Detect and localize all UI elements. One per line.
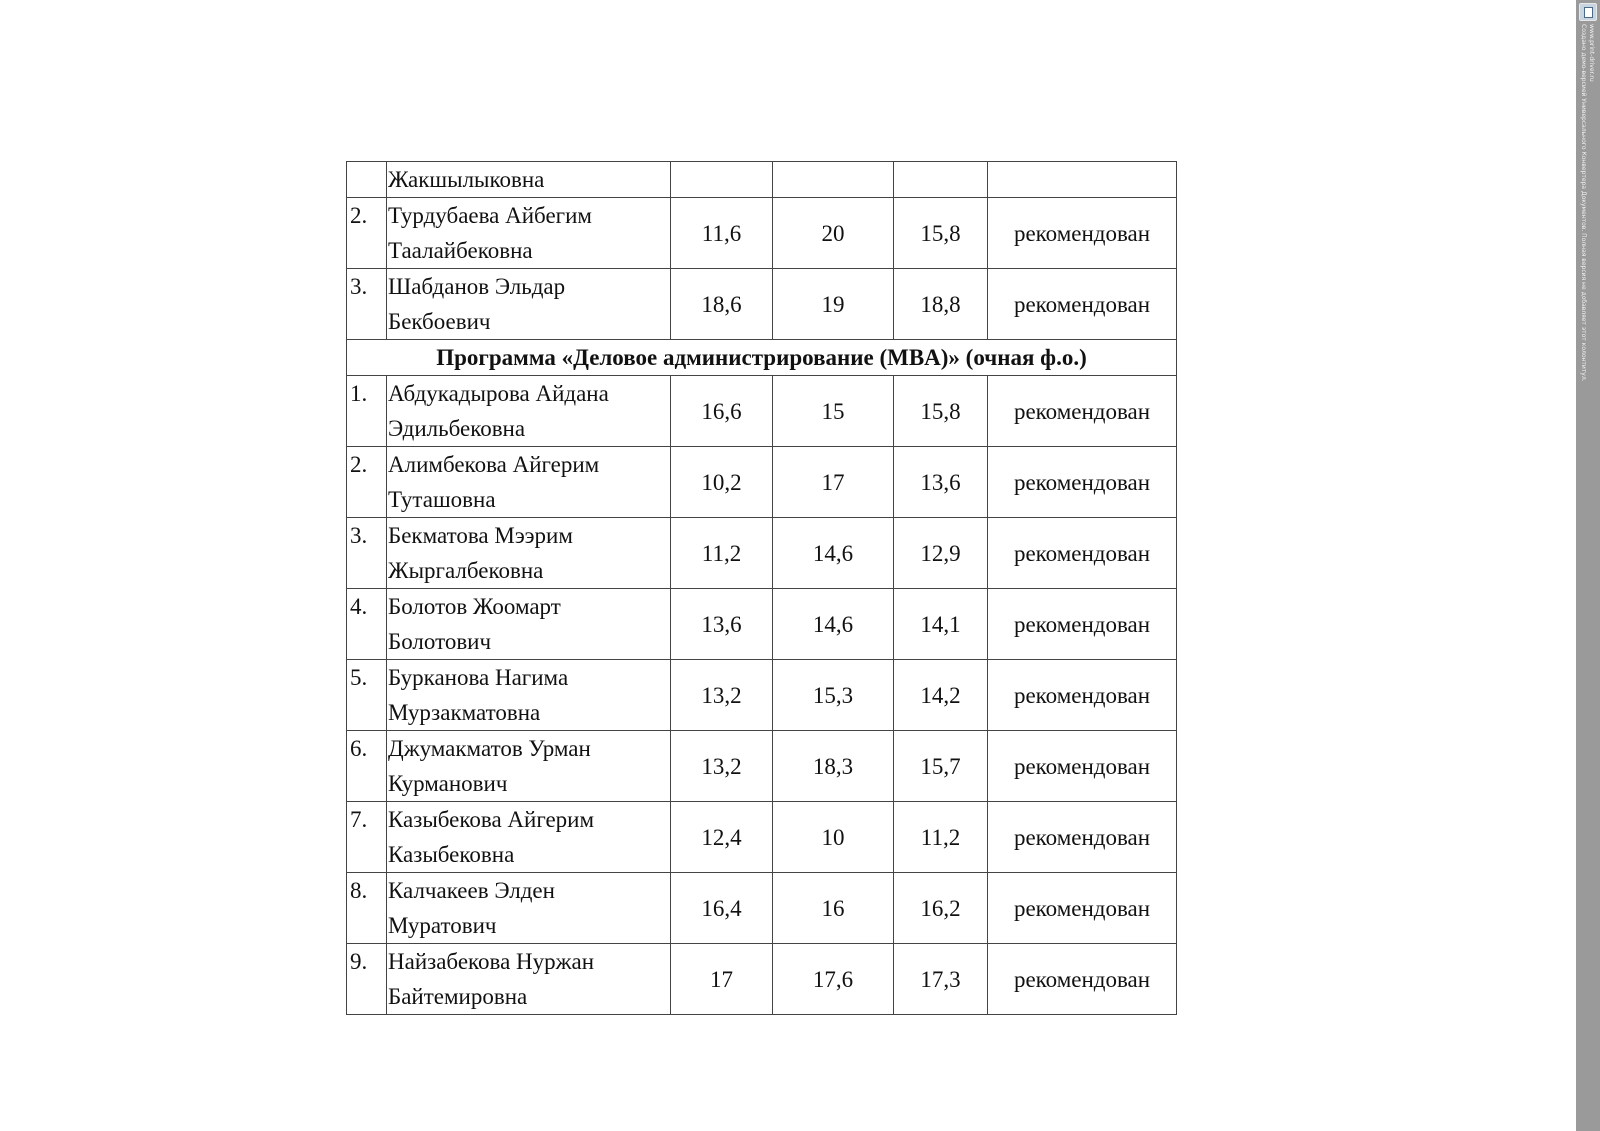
table-row bbox=[347, 269, 1177, 340]
name-cell bbox=[387, 660, 671, 731]
score2-cell: 17,6 bbox=[773, 944, 894, 1015]
name-line-1: Бурканова Нагима bbox=[388, 665, 569, 690]
score2-cell: 17 bbox=[773, 447, 894, 518]
avg-cell: 18,8 bbox=[894, 269, 988, 340]
section-header-row bbox=[347, 340, 1177, 376]
name-line-1: Турдубаева Айбегим bbox=[388, 203, 592, 228]
avg-cell: 14,1 bbox=[894, 589, 988, 660]
name-line-2: Курманович bbox=[388, 771, 508, 796]
table-row bbox=[347, 802, 1177, 873]
score1-cell: 18,6 bbox=[671, 269, 773, 340]
name-line-1: Шабданов Эльдар bbox=[388, 274, 566, 299]
name-line-2: Байтемировна bbox=[388, 984, 528, 1009]
results-table bbox=[346, 161, 1177, 1015]
name-line-1: Бекматова Мээрим bbox=[388, 523, 573, 548]
name-cell bbox=[387, 447, 671, 518]
name-line-2: Эдильбековна bbox=[388, 416, 526, 441]
row-number: 9. bbox=[347, 944, 387, 1015]
status-cell bbox=[988, 162, 1177, 198]
row-number: 1. bbox=[347, 376, 387, 447]
table-row bbox=[347, 660, 1177, 731]
section-title: Программа «Деловое администрирование (MBA)» (очная ф.о.) bbox=[347, 340, 1177, 376]
table-row bbox=[347, 731, 1177, 802]
row-number: 3. bbox=[347, 269, 387, 340]
avg-cell: 15,7 bbox=[894, 731, 988, 802]
avg-cell: 12,9 bbox=[894, 518, 988, 589]
name-line-1: Болотов Жоомарт bbox=[388, 594, 561, 619]
row-number: 2. bbox=[347, 198, 387, 269]
score2-cell: 14,6 bbox=[773, 589, 894, 660]
status-cell: рекомендован bbox=[988, 447, 1177, 518]
row-number: 8. bbox=[347, 873, 387, 944]
status-cell: рекомендован bbox=[988, 198, 1177, 269]
table-row bbox=[347, 447, 1177, 518]
name-line-2: Туташовна bbox=[388, 487, 496, 512]
score2-cell: 18,3 bbox=[773, 731, 894, 802]
status-cell: рекомендован bbox=[988, 944, 1177, 1015]
name-line-2: Муратович bbox=[388, 913, 497, 938]
table-row bbox=[347, 376, 1177, 447]
row-number: 2. bbox=[347, 447, 387, 518]
status-cell: рекомендован bbox=[988, 376, 1177, 447]
table-row bbox=[347, 944, 1177, 1015]
score2-cell: 14,6 bbox=[773, 518, 894, 589]
table-row bbox=[347, 873, 1177, 944]
avg-cell: 11,2 bbox=[894, 802, 988, 873]
avg-cell bbox=[894, 162, 988, 198]
name-tail: Жакшылыковна bbox=[388, 167, 545, 192]
table-row bbox=[347, 518, 1177, 589]
score1-cell: 16,6 bbox=[671, 376, 773, 447]
score1-cell: 13,6 bbox=[671, 589, 773, 660]
name-cell bbox=[387, 589, 671, 660]
score2-cell: 10 bbox=[773, 802, 894, 873]
watermark-text: Создано демо-версией Универсального Конвертера Документов. Полная версия не добавляет этот колонтитул. bbox=[1580, 24, 1587, 382]
row-number: 6. bbox=[347, 731, 387, 802]
score1-cell: 16,4 bbox=[671, 873, 773, 944]
table-row-continuation bbox=[347, 162, 1177, 198]
score2-cell bbox=[773, 162, 894, 198]
name-line-1: Джумакматов Урман bbox=[388, 736, 591, 761]
results-table-body bbox=[347, 162, 1177, 1015]
row-number: 4. bbox=[347, 589, 387, 660]
name-cell bbox=[387, 269, 671, 340]
status-cell: рекомендован bbox=[988, 873, 1177, 944]
name-cell bbox=[387, 376, 671, 447]
name-cell bbox=[387, 162, 671, 198]
status-cell: рекомендован bbox=[988, 731, 1177, 802]
name-line-1: Казыбекова Айгерим bbox=[388, 807, 595, 832]
status-cell: рекомендован bbox=[988, 802, 1177, 873]
score2-cell: 15,3 bbox=[773, 660, 894, 731]
score2-cell: 16 bbox=[773, 873, 894, 944]
table-row bbox=[347, 589, 1177, 660]
document-icon bbox=[1579, 3, 1597, 21]
score2-cell: 20 bbox=[773, 198, 894, 269]
name-line-2: Бекбоевич bbox=[388, 309, 491, 334]
score1-cell: 12,4 bbox=[671, 802, 773, 873]
status-cell: рекомендован bbox=[988, 518, 1177, 589]
avg-cell: 15,8 bbox=[894, 376, 988, 447]
row-number-cell bbox=[347, 162, 387, 198]
name-line-1: Калчакеев Элден bbox=[388, 878, 555, 903]
score1-cell bbox=[671, 162, 773, 198]
score2-cell: 19 bbox=[773, 269, 894, 340]
name-line-2: Болотович bbox=[388, 629, 492, 654]
score1-cell: 13,2 bbox=[671, 660, 773, 731]
status-cell: рекомендован bbox=[988, 660, 1177, 731]
score2-cell: 15 bbox=[773, 376, 894, 447]
converter-sidebar bbox=[1576, 0, 1600, 1131]
name-line-2: Мурзакматовна bbox=[388, 700, 541, 725]
name-line-1: Алимбекова Айгерим bbox=[388, 452, 600, 477]
status-cell: рекомендован bbox=[988, 269, 1177, 340]
score1-cell: 17 bbox=[671, 944, 773, 1015]
status-cell: рекомендован bbox=[988, 589, 1177, 660]
table-row bbox=[347, 198, 1177, 269]
avg-cell: 17,3 bbox=[894, 944, 988, 1015]
name-line-1: Абдукадырова Айдана bbox=[388, 381, 609, 406]
score1-cell: 11,6 bbox=[671, 198, 773, 269]
name-line-2: Жыргалбековна bbox=[388, 558, 544, 583]
name-line-1: Найзабекова Нуржан bbox=[388, 949, 595, 974]
name-cell bbox=[387, 873, 671, 944]
avg-cell: 13,6 bbox=[894, 447, 988, 518]
avg-cell: 15,8 bbox=[894, 198, 988, 269]
avg-cell: 16,2 bbox=[894, 873, 988, 944]
row-number: 5. bbox=[347, 660, 387, 731]
score1-cell: 10,2 bbox=[671, 447, 773, 518]
name-cell bbox=[387, 944, 671, 1015]
score1-cell: 13,2 bbox=[671, 731, 773, 802]
score1-cell: 11,2 bbox=[671, 518, 773, 589]
name-line-2: Таалайбековна bbox=[388, 238, 533, 263]
name-line-2: Казыбековна bbox=[388, 842, 515, 867]
name-cell bbox=[387, 198, 671, 269]
name-cell bbox=[387, 731, 671, 802]
name-cell bbox=[387, 802, 671, 873]
row-number: 7. bbox=[347, 802, 387, 873]
name-cell bbox=[387, 518, 671, 589]
avg-cell: 14,2 bbox=[894, 660, 988, 731]
watermark-url: www.print-driver.ru bbox=[1588, 24, 1595, 82]
row-number: 3. bbox=[347, 518, 387, 589]
